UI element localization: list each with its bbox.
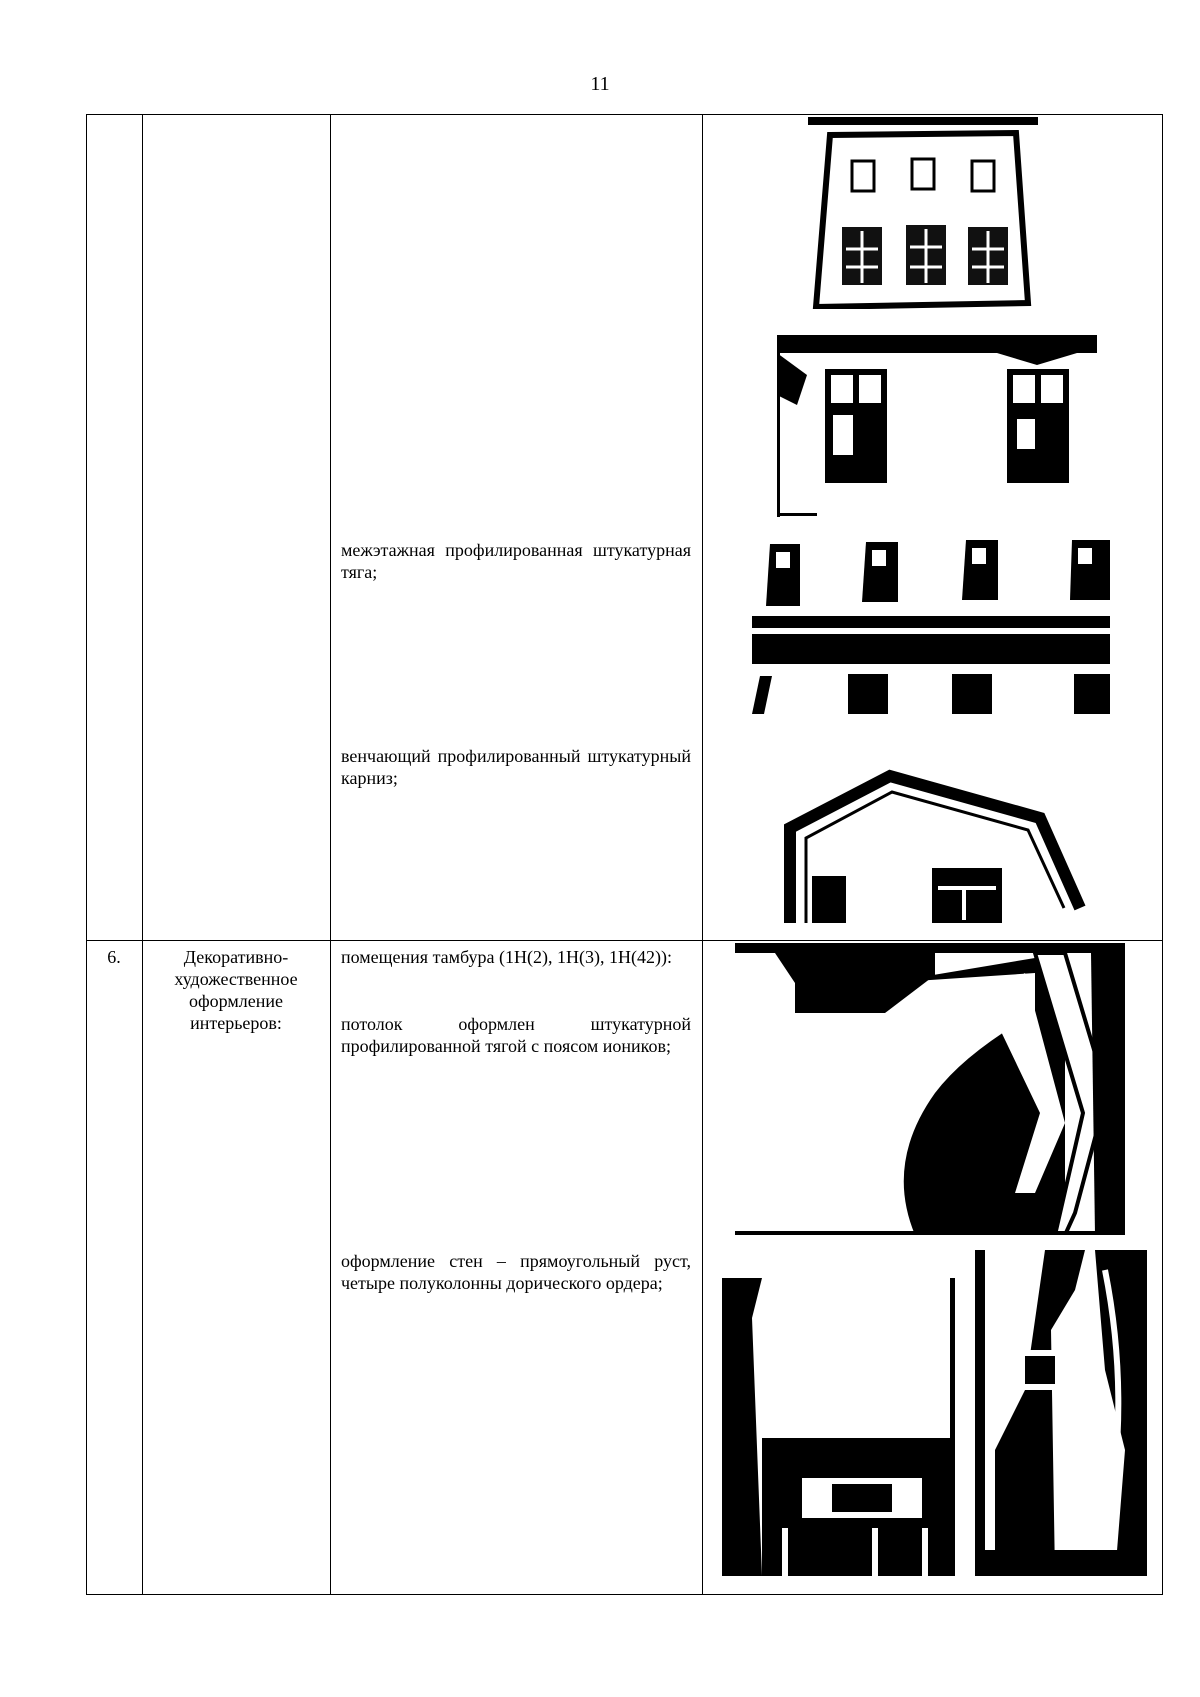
row-divider [86, 940, 1163, 941]
table-border-top [86, 114, 1163, 115]
description-crowning-cornice: венчающий профилированный штукатурный карниз; [341, 746, 691, 788]
table-border-right [1162, 114, 1163, 1595]
page-number: 11 [590, 73, 610, 95]
facade-upper-floors-photo [808, 117, 1038, 309]
vestibule-walls-photo [722, 1278, 955, 1576]
table-border-left [86, 114, 87, 1595]
ceiling-molding-photo [735, 943, 1125, 1235]
crowning-cornice-photo [770, 768, 1100, 923]
doric-half-column-photo [975, 1250, 1147, 1576]
interfloor-molding-photo [752, 534, 1110, 714]
facade-window-detail-photo [777, 335, 1097, 517]
column-divider-1 [142, 114, 143, 1595]
row-title: Декоративно-художественное оформление интерьеров: [174, 947, 298, 1033]
column-divider-2 [330, 114, 331, 1595]
column-divider-3 [702, 114, 703, 1595]
row-number: 6. [107, 947, 121, 967]
description-ceiling-molding: потолок оформлен штукатурной профилированной тягой с поясом иоников; [341, 1014, 691, 1056]
description-interfloor-molding: межэтажная профилированная штукатурная тяга; [341, 540, 691, 582]
description-wall-decoration: оформление стен – прямоугольный руст, четыре полуколонны дорического ордера; [341, 1251, 691, 1293]
vestibule-rooms-intro: помещения тамбура (1Н(2), 1Н(3), 1Н(42)): [341, 947, 672, 967]
table-border-bottom [86, 1594, 1163, 1595]
